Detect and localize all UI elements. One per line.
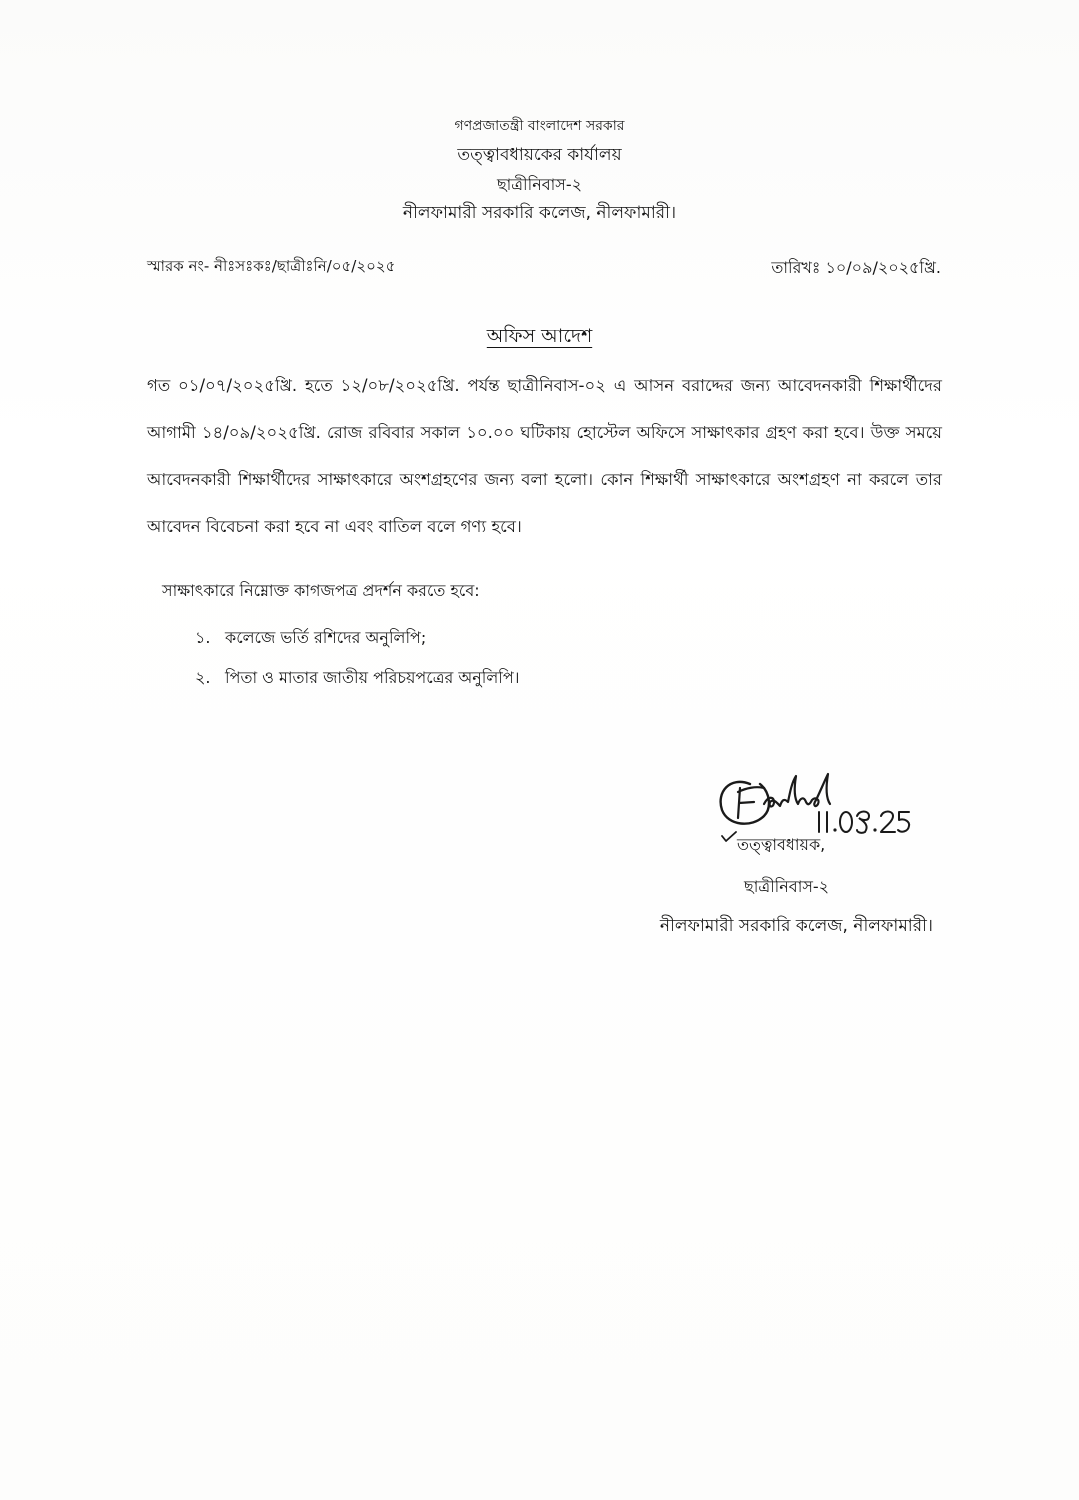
check-mark-icon	[721, 830, 737, 844]
hostel-name: ছাত্রীনিবাস-২	[496, 175, 583, 194]
list-item	[195, 658, 519, 698]
list-item-number: ১.	[195, 628, 211, 647]
memo-number: স্মারক নং- নীঃসঃকঃ/ছাত্রীঃনি/০৫/২০২৫	[147, 257, 396, 275]
college-name: নীলফামারী সরকারি কলেজ, নীলফামারী।	[402, 203, 677, 223]
signatory-title: তত্ত্বাবধায়ক,	[737, 835, 826, 854]
signatory-college: নীলফামারী সরকারি কলেজ, নীলফামারী।	[659, 916, 933, 936]
signature-date	[815, 808, 911, 842]
letterhead	[0, 112, 1079, 228]
office-name: তত্ত্বাবধায়কের কার্যালয়	[457, 145, 622, 165]
memo-date: তারিখঃ ১০/০৯/২০২৫খ্রি.	[771, 258, 941, 277]
handwritten-date-mark	[815, 808, 911, 836]
list-item-text: কলেজে ভর্তি রশিদের অনুলিপি;	[225, 628, 427, 647]
signatory-hostel: ছাত্রীনিবাস-২	[744, 877, 830, 896]
government-name: গণপ্রজাতন্ত্রী বাংলাদেশ সরকার	[454, 118, 625, 134]
notice-body: গত ০১/০৭/২০২৫খ্রি. হতে ১২/০৮/২০২৫খ্রি. পর্যন্ত ছাত্রীনিবাস-০২ এ আসন বরাদ্দের জন্য আবেদনকারী শিক্ষার্থীদের আগামী ১৪/০৯/২০২৫খ্রি. রোজ রবিবার সকাল ১০.০০ ঘটিকায় হোস্টেল অফিসে সাক্ষাৎকার গ্রহণ করা হবে। উক্ত সময়ে আবেদনকারী শিক্ষার্থীদের সাক্ষাৎকারে অংশগ্রহণের জন্য বলা হলো। কোন শিক্ষার্থী সাক্ষাৎকারে অংশগ্রহণ না করলে তার আবেদন বিবেচনা করা হবে না এবং বাতিল বলে গণ্য হবে।	[147, 376, 942, 536]
requirements-list	[195, 618, 519, 698]
notice-title: অফিস আদেশ	[486, 325, 593, 347]
notice-title-row	[0, 322, 1079, 354]
list-item-number: ২.	[195, 668, 211, 687]
requirements-intro: সাক্ষাৎকারে নিম্নোক্ত কাগজপত্র প্রদর্শন করতে হবে:	[162, 581, 480, 600]
list-item-text: পিতা ও মাতার জাতীয় পরিচয়পত্রের অনুলিপি।	[225, 668, 520, 687]
list-item	[195, 618, 519, 658]
